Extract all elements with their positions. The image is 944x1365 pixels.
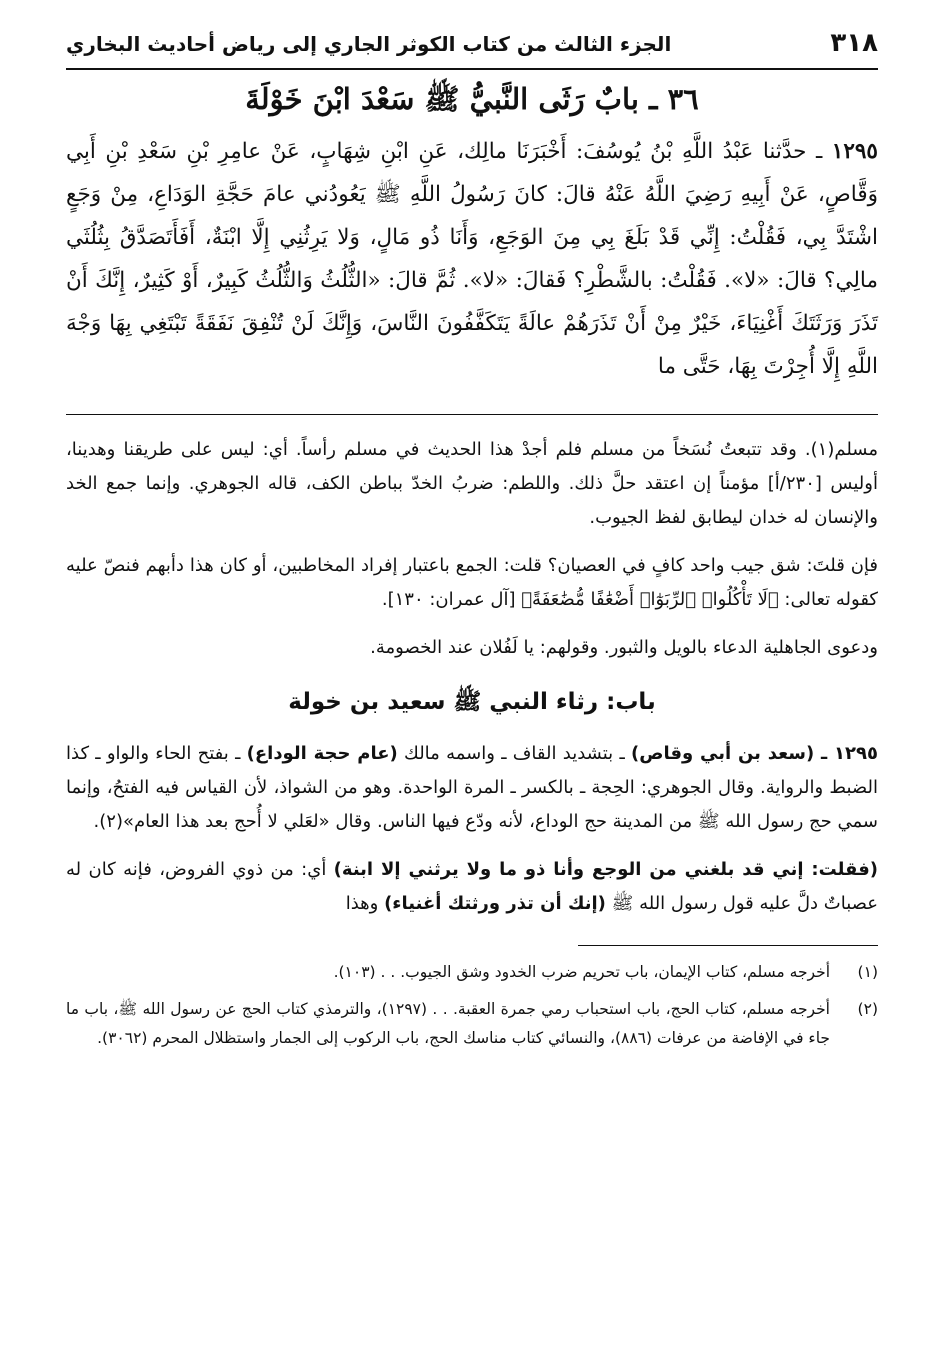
footnote-divider xyxy=(578,945,878,946)
page-header xyxy=(66,28,878,70)
commentary-sub-heading: باب: رثاء النبي ﷺ سعيد بن خولة xyxy=(288,689,656,715)
footnote-text: أخرجه مسلم، كتاب الحج، باب استحباب رمي جمرة العقبة. . . (١٢٩٧)، والترمذي كتاب الحج عن رسول الله ﷺ، باب ما جاء في الإفاضة من عرفات (٨٨٦)، والنسائي كتاب مناسك الحج، باب الركوب إلى الجمار واستظلال المحرم (٣٠٦٢). xyxy=(66,1000,830,1047)
running-title: الجزء الثالث من كتاب الكوثر الجاري إلى رياض أحاديث البخاري xyxy=(66,32,672,56)
commentary-text: وهذا xyxy=(345,893,385,914)
commentary-paragraph-3: ودعوى الجاهلية الدعاء بالويل والثبور. وقولهم: يا لَفُلان عند الخصومة. xyxy=(370,637,878,658)
hadith-text-block xyxy=(66,130,878,388)
footnote xyxy=(66,995,878,1053)
chapter-heading: ٣٦ ـ بابٌ رَثَى النَّبيُّ ﷺ سَعْدَ ابْنَ خَوْلَةَ xyxy=(245,82,699,116)
commentary xyxy=(66,433,878,921)
hadith-ref-bold: ١٢٩٥ ـ (سعد بن أبي وقاص) xyxy=(631,743,878,764)
footnote-number: (١) xyxy=(857,963,878,981)
page-number: ٣١٨ xyxy=(830,28,878,58)
section-divider xyxy=(66,414,878,415)
quoted-phrase-bold: (فقلت: إني قد بلغني من الوجع وأنا ذو ما ولا يرثني إلا ابنة) xyxy=(333,859,878,880)
commentary-text: أي: من ذوي الفروض، فإنه كان له عصباتٌ دلَّ عليه قول رسول الله ﷺ xyxy=(66,859,878,914)
hadith-number: ١٢٩٥ xyxy=(831,139,878,164)
footnote xyxy=(66,958,878,987)
hadith-text: ـ حدَّثنا عَبْدُ اللَّهِ بْنُ يُوسُفَ: أَخْبَرَنَا مالِك، عَنِ ابْنِ شِهَابٍ، عَنْ عامِرِ بْنِ سَعْدِ بْنِ أَبِي وَقَّاصٍ، عَنْ أَبِيهِ رَضِيَ اللَّهُ عَنْهُ قالَ: كانَ رَسُولُ اللَّهِ ﷺ يَعُودُني عامَ حَجَّةِ الوَدَاعِ، مِنْ وَجَعٍ اشْتَدَّ بِي، فَقُلْتُ: إِنِّي قَدْ بَلَغَ بِي مِنَ الوَجَعِ، وَأَنَا ذُو مَالٍ، وَلا يَرِثُنِي إِلَّا ابْنَةٌ، أَفَأَتَصَدَّقُ بِثُلُثَي مالِي؟ قالَ: «لا». فَقُلْتُ: بالشَّطْرِ؟ فَقالَ: «لا». ثُمَّ قالَ: «الثُّلُثُ وَالثُّلُثُ كَبِيرٌ، أَوْ كَثِيرٌ، إِنَّكَ أَنْ تَذَرَ وَرَثَتَكَ أَغْنِيَاءَ، خَيْرٌ مِنْ أَنْ تَذَرَهُمْ عالَةً يَتَكَفَّفُونَ النَّاسَ، وَإِنَّكَ لَنْ تُنْفِقَ نَفَقَةً تَبْتَغِي بِهَا وَجْهَ اللَّهِ إِلَّا أُجِرْتَ بِهَا، حَتَّى ما xyxy=(66,139,878,379)
commentary-text: ـ بفتح الحاء والواو ـ كذا الضبط والرواية. وقال الجوهري: الحِجة ـ بالكسر ـ المرة الواحدة. وهو من الشواذ، لأن القياس فيه الفتحُ، وإنما سمي حج رسول الله ﷺ من المدينة حج الوداع، لأنه ودّع فيها الناس. وقال «لعَلي لا أُحج بعد هذا العام»(٢). xyxy=(66,743,878,832)
footnote-text: أخرجه مسلم، كتاب الإيمان، باب تحريم ضرب الخدود وشق الجيوب. . . (١٠٣). xyxy=(333,963,830,981)
commentary-paragraph-4 xyxy=(66,737,878,839)
commentary-paragraph-2: فإن قلتَ: شق جيب واحد كافٍ في العصيان؟ قلت: الجمع باعتبار إفراد المخاطبين، أو كان هذا دأبهم فنصّ عليه كقوله تعالى: ﴿لَا تَأْكُلُوا۟ ٱلرِّبَوٰٓا۟ أَضْعَٰفًا مُّضَٰعَفَةً﴾ [آل عمران: ١٣٠]. xyxy=(66,555,878,610)
commentary-paragraph-5 xyxy=(66,853,878,921)
commentary-paragraph-1: مسلم(١). وقد تتبعتُ نُسَخاً من مسلم فلم أجدْ هذا الحديث في مسلم رأساً. أي: ليس على طريقنا وهدينا، أوليس [٢٣٠/أ] مؤمناً إن اعتقد حلَّ ذلك. واللطم: ضربُ الخدّ بباطن الكف، قاله الجوهري. وإنما جمع الخد والإنسان له خدان ليطابق لفظ الجيوب. xyxy=(66,439,878,528)
commentary-text: ـ بتشديد القاف ـ واسمه مالك xyxy=(397,743,631,764)
quoted-phrase-bold: (عام حجة الوداع) xyxy=(246,743,398,764)
footnote-number: (٢) xyxy=(857,1000,878,1018)
quoted-phrase-bold: (إنك أن تذر ورثتك أغنياء) xyxy=(384,893,606,914)
footnotes xyxy=(66,958,878,1053)
